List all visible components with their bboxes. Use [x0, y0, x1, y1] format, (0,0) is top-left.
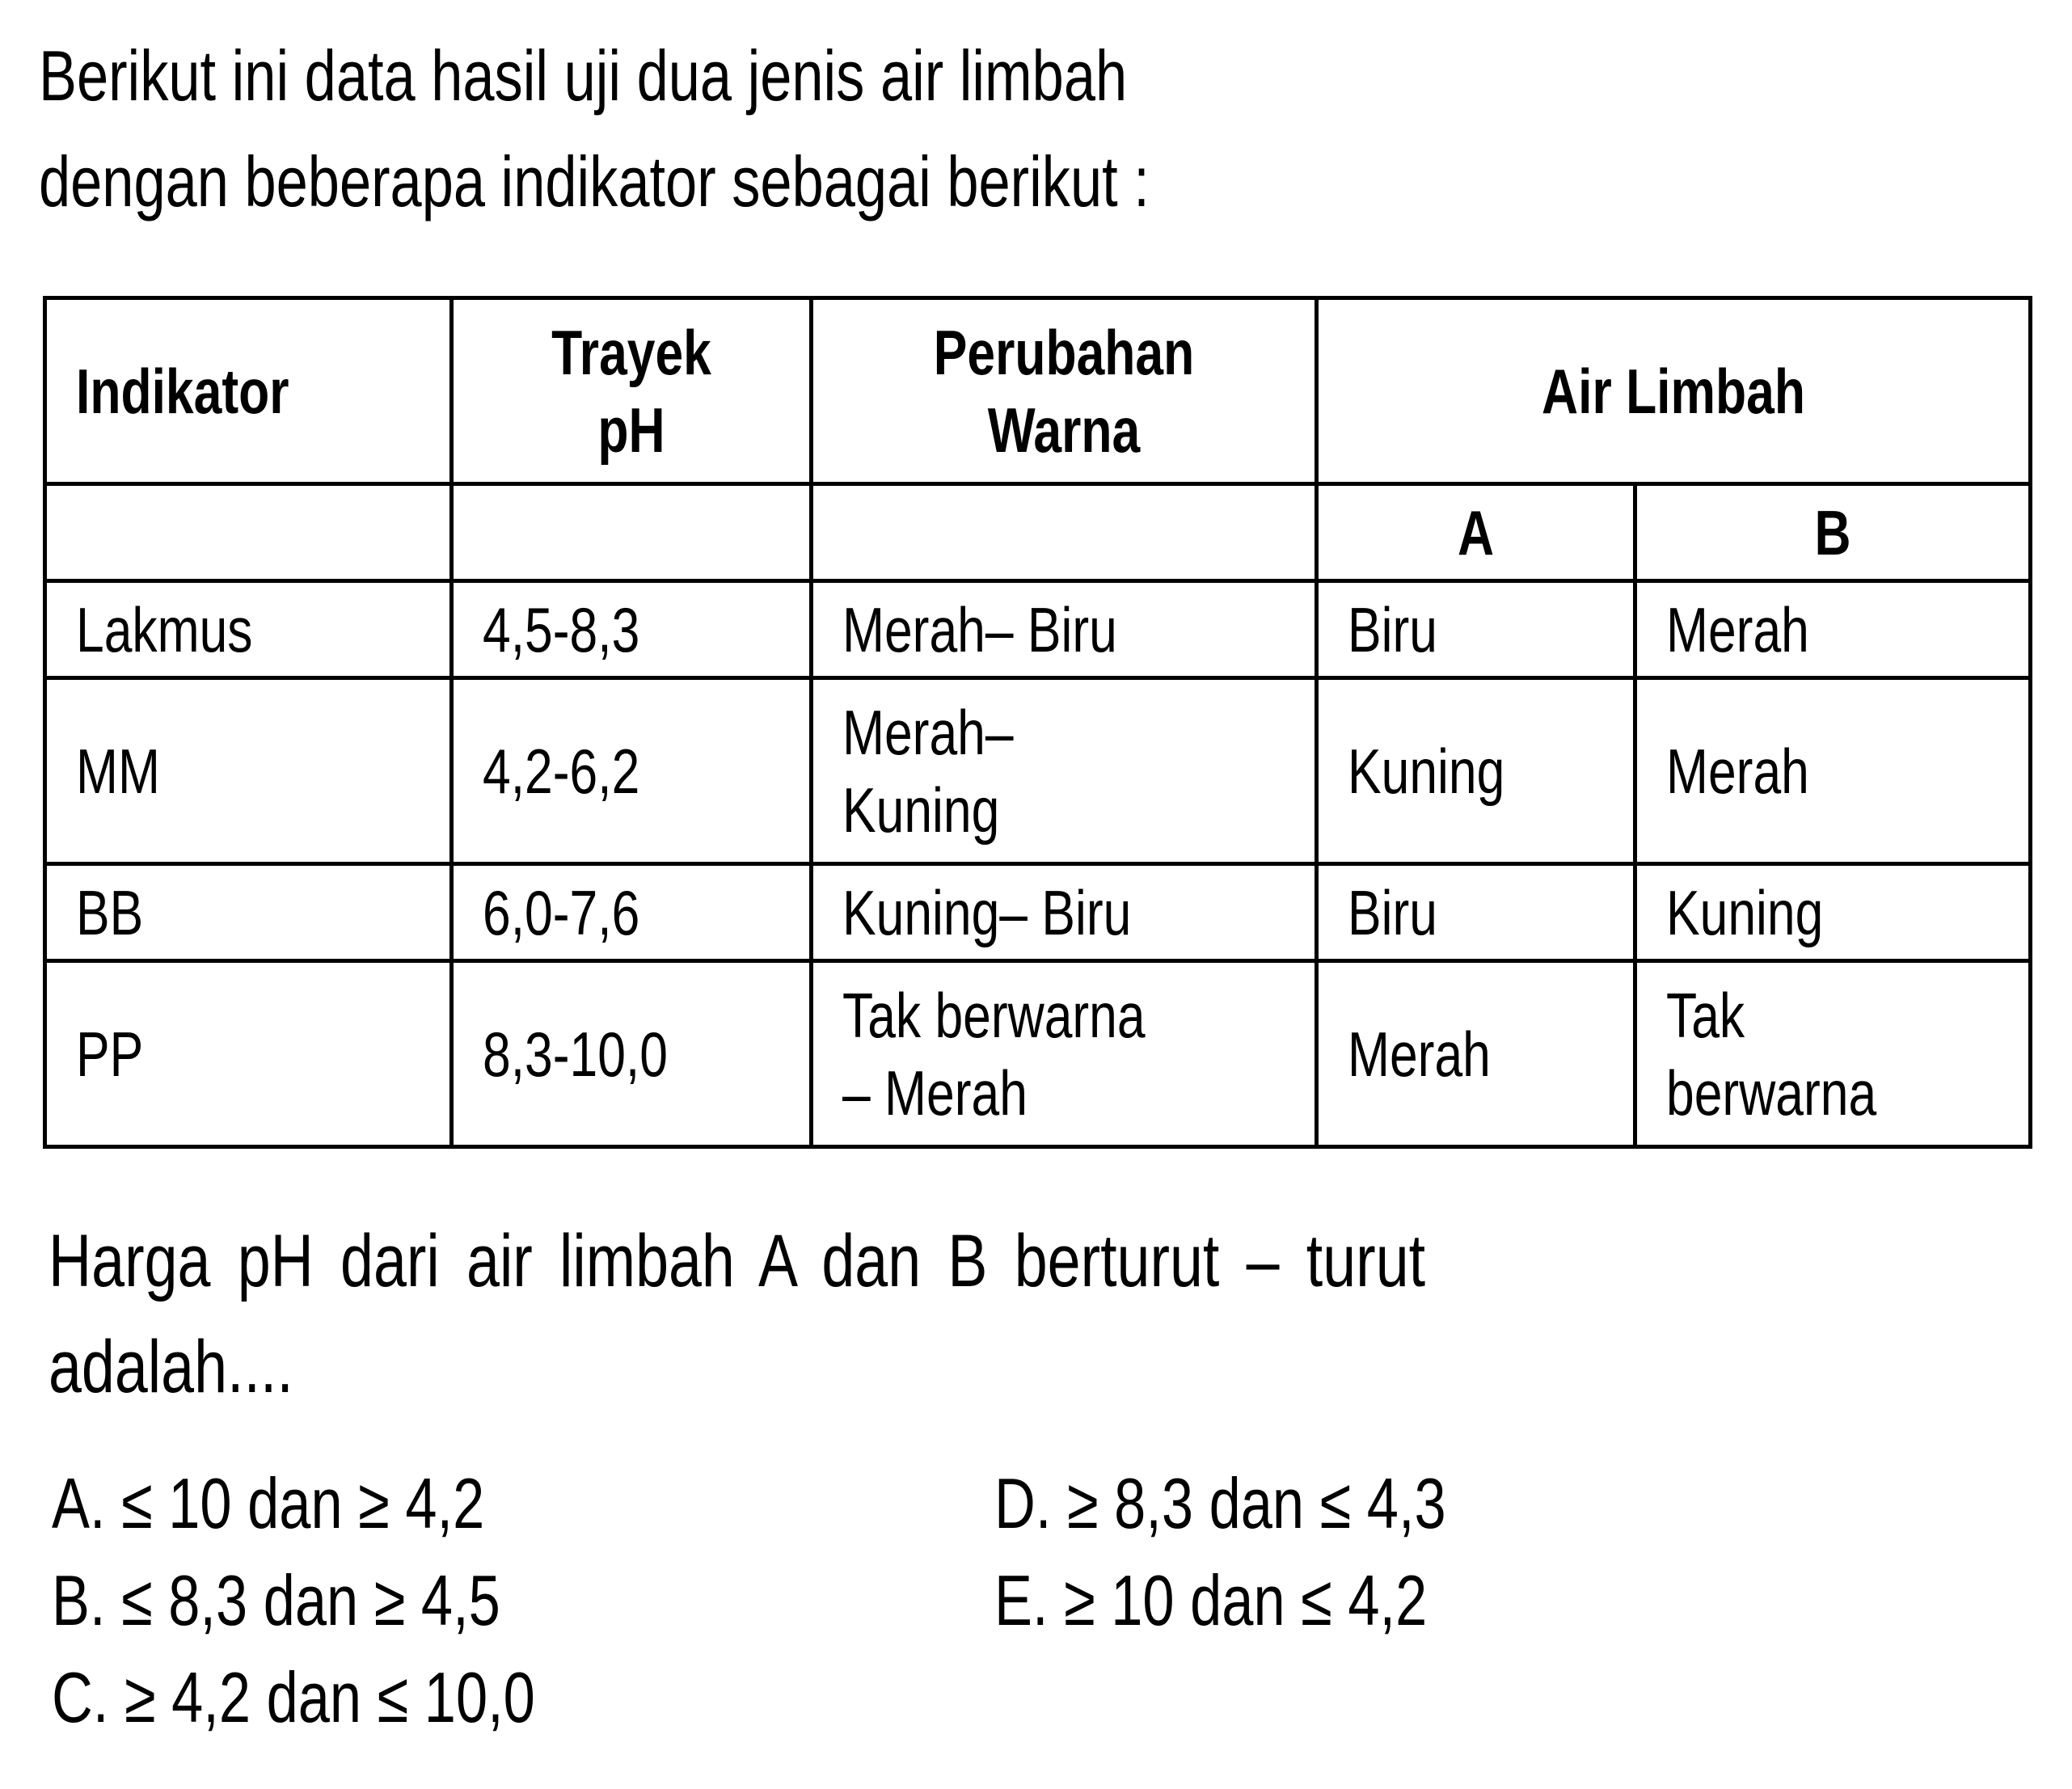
- option-c[interactable]: C. ≥ 4,2 dan ≤ 10,0: [52, 1657, 535, 1737]
- cell-air-limbah-b-text: Merah: [1666, 593, 1809, 665]
- cell-trayek-ph: [452, 581, 812, 678]
- cell-perubahan-warna-text: Kuning: [842, 774, 1000, 846]
- table-row: [45, 678, 2031, 864]
- cell-air-limbah-b-text: Kuning: [1666, 876, 1824, 948]
- cell-trayek-ph-text: 8,3-10,0: [483, 1018, 668, 1090]
- cell-indikator-text: MM: [76, 735, 160, 807]
- cell-air-limbah-a-text: Kuning: [1348, 735, 1505, 807]
- cell-trayek-ph: [452, 678, 812, 864]
- cell-trayek-ph-text: 4,5-8,3: [483, 593, 640, 665]
- cell-perubahan-warna-text: – Merah: [842, 1057, 1028, 1129]
- cell-air-limbah-a: [1317, 961, 1635, 1147]
- empty-cell: [452, 484, 812, 581]
- cell-air-limbah-b-text: Tak: [1666, 979, 1745, 1051]
- cell-indikator: [45, 678, 452, 864]
- cell-indikator: [45, 961, 452, 1147]
- intro-text: [39, 23, 1591, 234]
- option-e[interactable]: E. ≥ 10 dan ≤ 4,2: [994, 1560, 1428, 1640]
- option-b[interactable]: B. ≤ 8,3 dan ≥ 4,5: [52, 1560, 500, 1640]
- table-row: [45, 961, 2031, 1147]
- cell-perubahan-warna-text: Kuning– Biru: [842, 876, 1132, 948]
- cell-air-limbah-b: [1635, 678, 2031, 864]
- question-text: [49, 1209, 1665, 1420]
- cell-trayek-ph: [452, 961, 812, 1147]
- cell-air-limbah-a: [1317, 678, 1635, 864]
- cell-air-limbah-a-text: Biru: [1348, 593, 1437, 665]
- cell-air-limbah-b-text: berwarna: [1666, 1057, 1877, 1129]
- cell-perubahan-warna: [812, 864, 1317, 961]
- header-col-b: B: [1635, 484, 2031, 581]
- cell-indikator-text: PP: [76, 1018, 144, 1090]
- table-row: [45, 581, 2031, 678]
- cell-perubahan-warna-text: Merah–: [842, 696, 1014, 768]
- cell-air-limbah-a: [1317, 581, 1635, 678]
- intro-line-1: Berikut ini data hasil uji dua jenis air limbah: [39, 36, 1128, 116]
- table-header-row: [45, 298, 2031, 484]
- cell-air-limbah-b: [1635, 864, 2031, 961]
- cell-perubahan-warna: [812, 581, 1317, 678]
- cell-trayek-ph-text: 6,0-7,6: [483, 876, 640, 948]
- cell-perubahan-warna-text: Merah– Biru: [842, 593, 1117, 665]
- cell-indikator-text: BB: [76, 876, 144, 948]
- empty-cell: [812, 484, 1317, 581]
- question-line-2: adalah....: [49, 1326, 293, 1408]
- cell-perubahan-warna: [812, 678, 1317, 864]
- table-subheader-row: [45, 484, 2031, 581]
- cell-trayek-ph: [452, 864, 812, 961]
- cell-air-limbah-b-text: Merah: [1666, 735, 1809, 807]
- header-col-a: A: [1317, 484, 1635, 581]
- option-d[interactable]: D. ≥ 8,3 dan ≤ 4,3: [994, 1463, 1446, 1543]
- cell-air-limbah-a: [1317, 864, 1635, 961]
- cell-air-limbah-b: [1635, 581, 2031, 678]
- cell-air-limbah-b: [1635, 961, 2031, 1147]
- cell-air-limbah-a-text: Biru: [1348, 876, 1437, 948]
- cell-indikator: [45, 864, 452, 961]
- cell-indikator-text: Lakmus: [76, 593, 253, 665]
- empty-cell: [45, 484, 452, 581]
- table-row: [45, 864, 2031, 961]
- question-line-1: Harga pH dari air limbah A dan B berturut – turut: [49, 1220, 1426, 1302]
- indicator-table: [43, 296, 2032, 1149]
- header-indikator: Indikator: [45, 298, 452, 484]
- cell-indikator: [45, 581, 452, 678]
- intro-line-2: dengan beberapa indikator sebagai berikut :: [39, 141, 1150, 222]
- cell-perubahan-warna-text: Tak berwarna: [842, 979, 1146, 1051]
- cell-perubahan-warna: [812, 961, 1317, 1147]
- header-air-limbah: Air Limbah: [1317, 298, 2031, 484]
- cell-air-limbah-a-text: Merah: [1348, 1018, 1491, 1090]
- cell-trayek-ph-text: 4,2-6,2: [483, 735, 640, 807]
- table-body: [45, 581, 2031, 1147]
- option-a[interactable]: A. ≤ 10 dan ≥ 4,2: [52, 1463, 485, 1543]
- header-perubahan-warna: Perubahan Warna: [812, 298, 1317, 484]
- header-trayek-ph: Trayek pH: [452, 298, 812, 484]
